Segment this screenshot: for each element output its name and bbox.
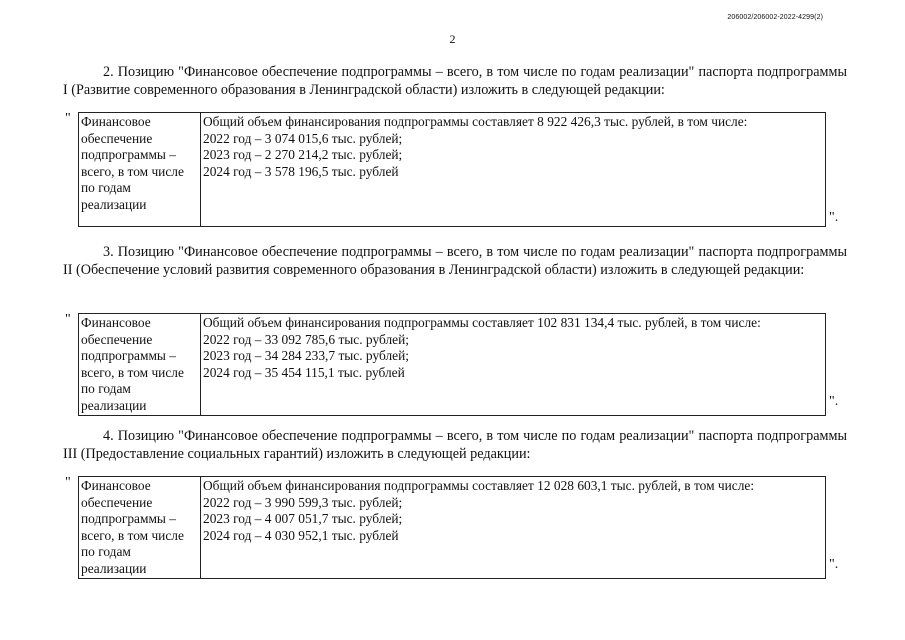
value-cell xyxy=(201,477,826,579)
label-line: всего, в том числе xyxy=(81,364,184,380)
label-line: Финансовое xyxy=(81,315,151,330)
document-id: 206002/206002-2022-4299(2) xyxy=(727,14,823,21)
label-line: реализации xyxy=(81,397,147,413)
open-quote: " xyxy=(65,312,71,327)
financing-table xyxy=(78,112,826,227)
label-line: всего, в том числе xyxy=(81,163,184,179)
label-line: обеспечение xyxy=(81,130,153,146)
label-line: всего, в том числе xyxy=(81,527,184,543)
value-line: 2024 год – 35 454 115,1 тыс. рублей xyxy=(203,364,405,380)
value-line: 2022 год – 3 990 599,3 тыс. рублей; xyxy=(203,494,403,510)
label-line: подпрограммы – xyxy=(81,147,176,163)
value-line: 2023 год – 4 007 051,7 тыс. рублей; xyxy=(203,511,403,527)
label-cell xyxy=(79,314,201,416)
value-cell xyxy=(201,314,826,416)
label-line: Финансовое xyxy=(81,114,151,129)
value-cell xyxy=(201,113,826,227)
label-cell xyxy=(79,113,201,227)
financing-table xyxy=(78,476,826,579)
value-line: Общий объем финансирования подпрограммы составляет 102 831 134,4 тыс. рублей, в том числе: xyxy=(203,315,761,330)
open-quote: " xyxy=(65,475,71,490)
value-line: Общий объем финансирования подпрограммы составляет 8 922 426,3 тыс. рублей, в том числе: xyxy=(203,114,748,129)
section-paragraph: 4. Позицию "Финансовое обеспечение подпрограммы – всего, в том числе по годам реализации" паспорта подпрограммы III (Предоставление социальных гарантий) изложить в следующей редакции: xyxy=(63,428,847,462)
close-quote: ". xyxy=(829,557,839,572)
label-line: реализации xyxy=(81,560,147,576)
value-line: 2024 год – 3 578 196,5 тыс. рублей xyxy=(203,163,399,179)
value-line: 2023 год – 34 284 233,7 тыс. рублей; xyxy=(203,348,409,364)
label-line: реализации xyxy=(81,196,147,212)
value-line: 2023 год – 2 270 214,2 тыс. рублей; xyxy=(203,147,403,163)
close-quote: ". xyxy=(829,210,839,225)
label-line: по годам xyxy=(81,544,131,560)
label-line: подпрограммы – xyxy=(81,348,176,364)
label-line: подпрограммы – xyxy=(81,511,176,527)
label-line: по годам xyxy=(81,381,131,397)
value-line: 2022 год – 33 092 785,6 тыс. рублей; xyxy=(203,331,409,347)
close-quote: ". xyxy=(829,394,839,409)
section-paragraph: 3. Позицию "Финансовое обеспечение подпрограммы – всего, в том числе по годам реализации" паспорта подпрограммы II (Обеспечение условий развития современного образования в Ленинградской области) изложить в следующей редакции: xyxy=(63,244,847,278)
label-line: по годам xyxy=(81,180,131,196)
label-line: обеспечение xyxy=(81,494,153,510)
label-line: Финансовое xyxy=(81,478,151,493)
label-line: обеспечение xyxy=(81,331,153,347)
value-line: Общий объем финансирования подпрограммы составляет 12 028 603,1 тыс. рублей, в том числе: xyxy=(203,478,755,493)
value-line: 2024 год – 4 030 952,1 тыс. рублей xyxy=(203,527,399,543)
financing-table xyxy=(78,313,826,416)
value-line: 2022 год – 3 074 015,6 тыс. рублей; xyxy=(203,130,403,146)
section-paragraph: 2. Позицию "Финансовое обеспечение подпрограммы – всего, в том числе по годам реализации" паспорта подпрограммы I (Развитие современного образования в Ленинградской области) изложить в следующей редакции: xyxy=(63,64,847,98)
label-cell xyxy=(79,477,201,579)
page-number: 2 xyxy=(449,32,456,46)
open-quote: " xyxy=(65,111,71,126)
